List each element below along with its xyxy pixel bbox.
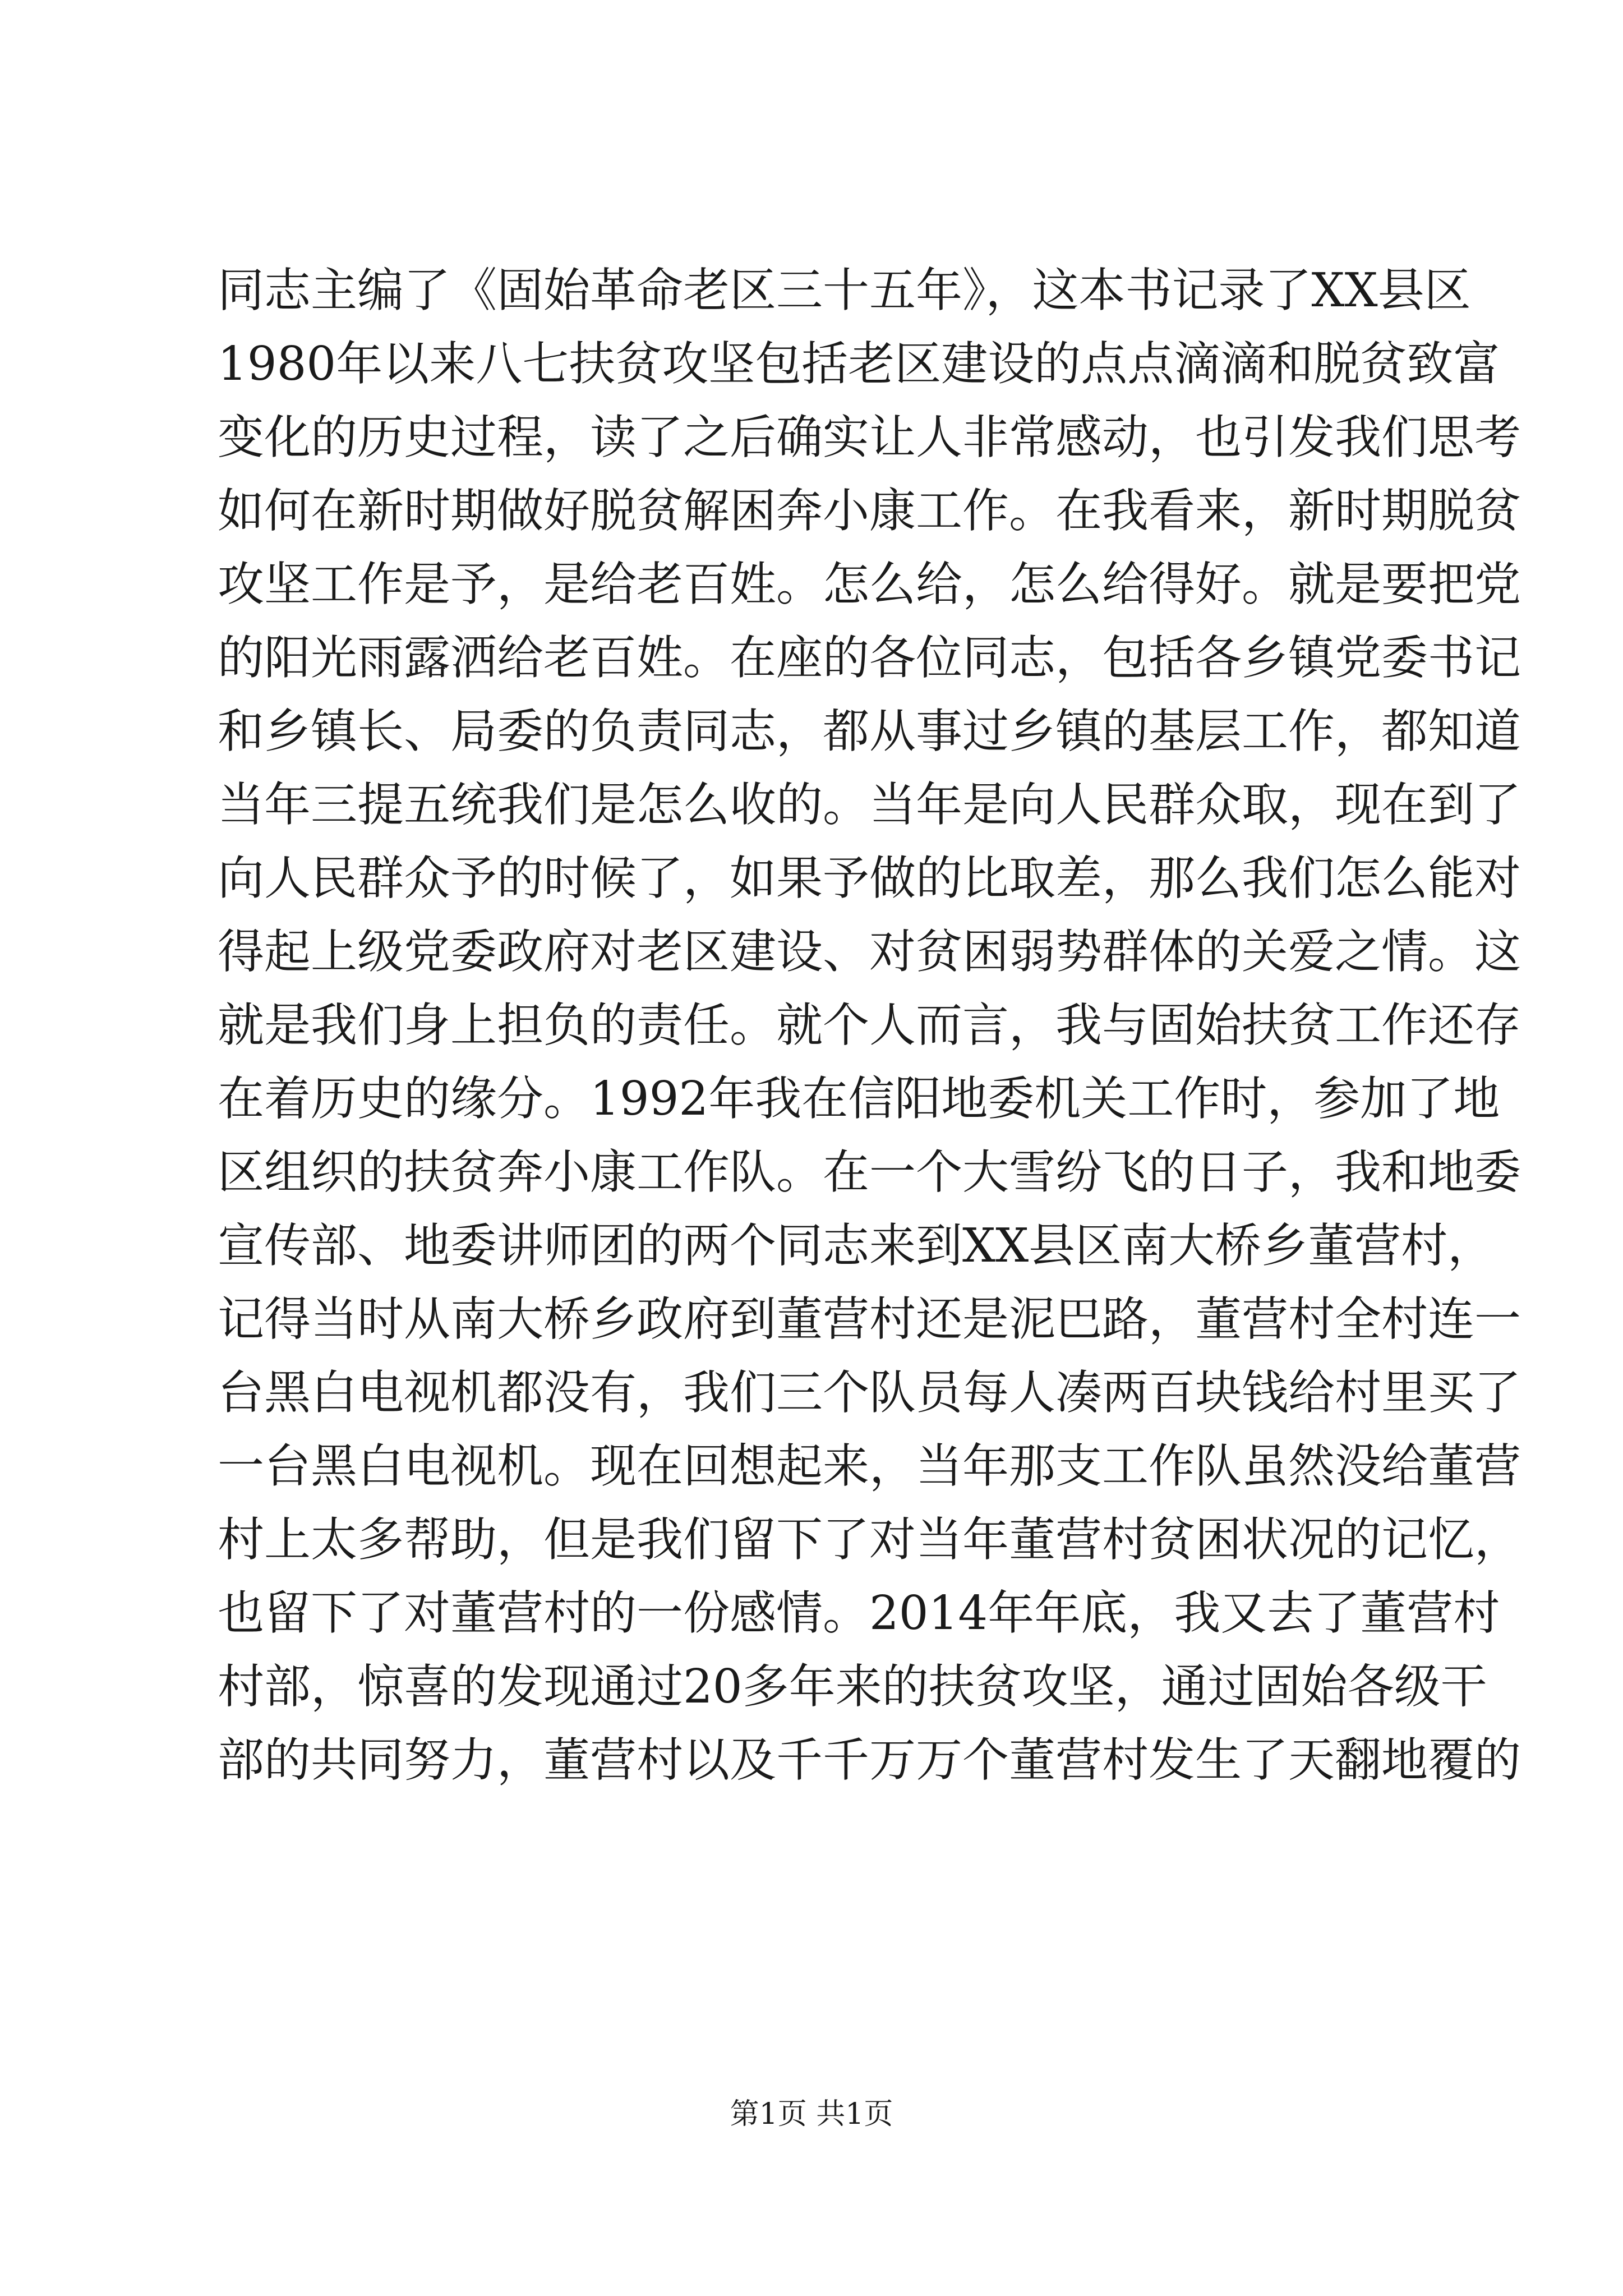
text-line: 同志主编了《固始革命老区三十五年》，这本书记录了XX县区 <box>218 263 1471 318</box>
text-line: 部的共同努力，董营村以及千千万万个董营村发生了天翻地覆的 <box>218 1733 1521 1787</box>
text-line: 变化的历史过程，读了之后确实让人非常感动，也引发我们思考 <box>218 410 1521 464</box>
text-line: 攻坚工作是予，是给老百姓。怎么给，怎么给得好。就是要把党 <box>218 557 1521 611</box>
text-line: 台黑白电视机都没有，我们三个队员每人凑两百块钱给村里买了 <box>218 1365 1521 1420</box>
text-line: 如何在新时期做好脱贫解困奔小康工作。在我看来，新时期脱贫 <box>218 484 1521 538</box>
page-number-label: 第1页 共1页 <box>730 2097 893 2131</box>
text-line: 也留下了对董营村的一份感情。2014年年底，我又去了董营村 <box>218 1586 1500 1640</box>
text-line: 向人民群众予的时候了，如果予做的比取差，那么我们怎么能对 <box>218 851 1521 905</box>
text-line: 的阳光雨露洒给老百姓。在座的各位同志，包括各乡镇党委书记 <box>218 631 1521 685</box>
page-footer <box>0 2095 1623 2134</box>
text-line: 1980年以来八七扶贫攻坚包括老区建设的点点滴滴和脱贫致富 <box>218 337 1500 391</box>
text-line: 就是我们身上担负的责任。就个人而言，我与固始扶贫工作还存 <box>218 998 1521 1052</box>
text-line: 得起上级党委政府对老区建设、对贫困弱势群体的关爱之情。这 <box>218 924 1521 979</box>
text-line: 宣传部、地委讲师团的两个同志来到XX县区南大桥乡董营村， <box>218 1218 1495 1273</box>
text-line: 在着历史的缘分。1992年我在信阳地委机关工作时，参加了地 <box>218 1071 1500 1126</box>
text-line: 村部，惊喜的发现通过20多年来的扶贫攻坚，通过固始各级干 <box>218 1659 1487 1714</box>
text-line: 村上太多帮助，但是我们留下了对当年董营村贫困状况的记忆， <box>218 1512 1521 1567</box>
text-line: 一台黑白电视机。现在回想起来，当年那支工作队虽然没给董营 <box>218 1439 1521 1493</box>
text-line: 记得当时从南大桥乡政府到董营村还是泥巴路，董营村全村连一 <box>218 1292 1521 1346</box>
text-line: 和乡镇长、局委的负责同志，都从事过乡镇的基层工作，都知道 <box>218 704 1521 758</box>
text-line: 区组织的扶贫奔小康工作队。在一个大雪纷飞的日子，我和地委 <box>218 1145 1521 1199</box>
text-line: 当年三提五统我们是怎么收的。当年是向人民群众取，现在到了 <box>218 777 1521 832</box>
